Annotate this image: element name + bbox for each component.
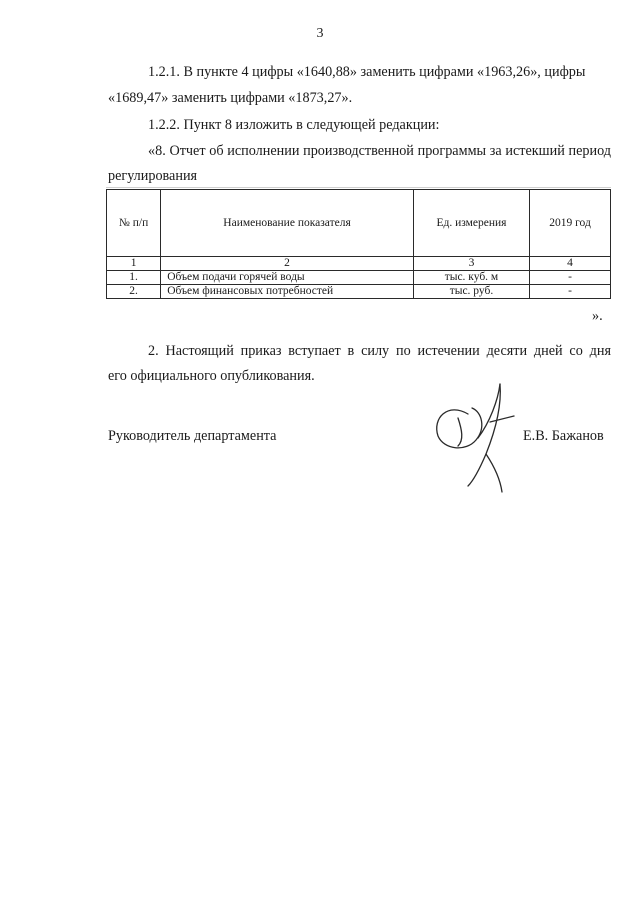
row-unit-cell: тыс. куб. м	[413, 271, 529, 285]
table-top-rule	[106, 187, 611, 188]
paragraph-3-line-1: «8. Отчет об исполнении производственной программы за истекший период	[148, 143, 611, 159]
closing-quote: ».	[592, 308, 603, 324]
paragraph-4-line-1: 2. Настоящий приказ вступает в силу по истечении десяти дней со дня	[148, 343, 611, 359]
numbering-cell: 4	[530, 257, 611, 271]
header-cell-indicator: Наименование показателя	[161, 190, 414, 257]
table-header-row	[107, 190, 611, 257]
row-unit-cell: тыс. руб.	[413, 285, 529, 299]
numbering-cell: 3	[413, 257, 529, 271]
signatory-name: Е.В. Бажанов	[523, 428, 604, 444]
header-cell-unit: Ед. измерения	[413, 190, 529, 257]
handwritten-signature	[428, 382, 528, 494]
paragraph-2: 1.2.2. Пункт 8 изложить в следующей редакции:	[148, 117, 440, 133]
table-numbering-row	[107, 257, 611, 271]
table-row	[107, 285, 611, 299]
table-row	[107, 271, 611, 285]
numbering-cell: 1	[107, 257, 161, 271]
row-indicator-cell: Объем подачи горячей воды	[161, 271, 414, 285]
paragraph-3-line-2: регулирования	[108, 168, 198, 184]
page-number: 3	[316, 26, 324, 41]
numbering-cell: 2	[161, 257, 414, 271]
row-number-cell: 2.	[107, 285, 161, 299]
paragraph-1-line-2: «1689,47» заменить цифрами «1873,27».	[108, 90, 353, 106]
row-indicator-cell: Объем финансовых потребностей	[161, 285, 414, 299]
paragraph-4-line-2: его официального опубликования.	[108, 368, 315, 384]
row-value-cell: -	[530, 271, 611, 285]
paragraph-1-line-1: 1.2.1. В пункте 4 цифры «1640,88» заменить цифрами «1963,26», цифры	[148, 64, 586, 80]
signatory-position: Руководитель департамента	[108, 428, 277, 444]
row-number-cell: 1.	[107, 271, 161, 285]
header-cell-number: № п/п	[107, 190, 161, 257]
row-value-cell: -	[530, 285, 611, 299]
header-cell-year: 2019 год	[530, 190, 611, 257]
production-program-report-table	[106, 189, 611, 299]
